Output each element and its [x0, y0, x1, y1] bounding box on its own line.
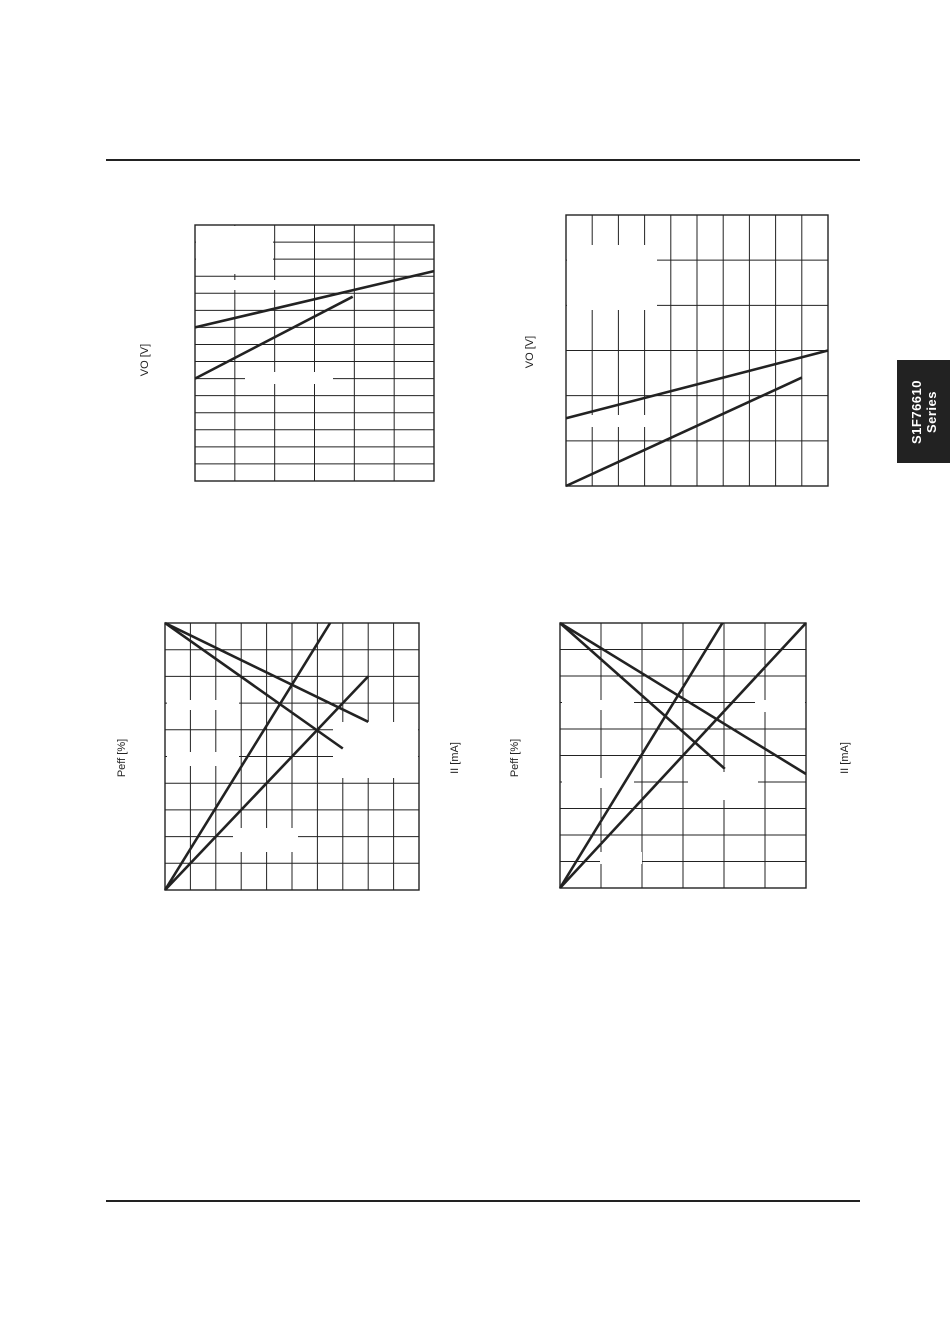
- chart4-label-gap: [688, 772, 758, 800]
- chart3-label-gap: [167, 700, 239, 710]
- chart1-label-gap: [196, 280, 284, 290]
- chart2-label-gap: [567, 415, 657, 427]
- chart4-label-gap: [755, 700, 805, 712]
- chart3-ylabel-right: II [mA]: [449, 742, 461, 774]
- series-tab-code: S1F76610: [908, 379, 924, 444]
- chart1-ylabel: VO [V]: [139, 343, 151, 377]
- chart2-series-2-line: [566, 378, 802, 486]
- chart4-label-gap: [562, 700, 634, 710]
- chart4-ylabel-left: Peff [%]: [509, 738, 521, 778]
- series-tab-word: Series: [923, 390, 939, 433]
- chart3-ylabel-left: Peff [%]: [116, 738, 128, 778]
- chart4-ylabel-right: II [mA]: [839, 742, 851, 774]
- chart3-label-gap: [233, 828, 298, 852]
- chart1-label-gap: [196, 226, 273, 274]
- chart3-label-gap: [333, 722, 418, 778]
- chart2-label-gap: [567, 245, 657, 310]
- chart4-label-gap: [600, 852, 642, 864]
- chart3-label-gap: [167, 752, 239, 766]
- chart1-label-gap: [245, 372, 333, 384]
- chart2-ylabel: VO [V]: [524, 335, 536, 369]
